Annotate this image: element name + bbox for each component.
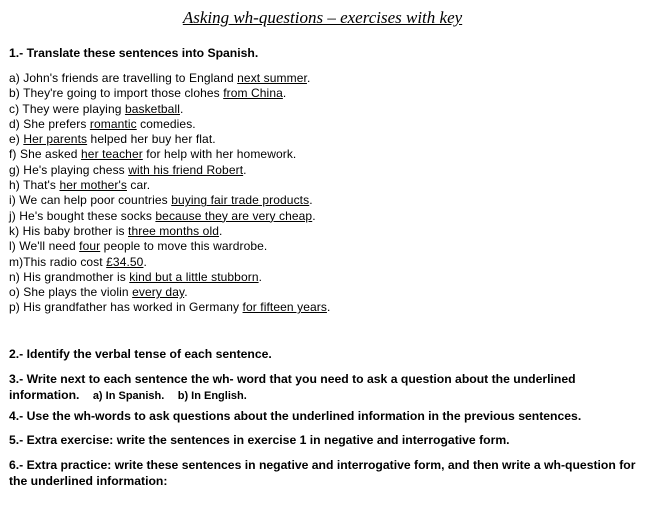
sentence-text: o) She plays the violin [9,285,133,300]
sentence-text: e) [9,132,24,147]
sentence-underlined-text: buying fair trade products [171,193,310,208]
sentence-text: n) His grandmother is [9,269,130,284]
sentence-text: . [309,193,313,208]
sentence-text: d) She prefers [9,116,90,131]
sentence-underlined-text: romantic [89,116,137,131]
sentence-text: . [243,162,247,177]
sentence-text: . [312,208,316,223]
sentence-text: l) We'll need [9,239,80,254]
sentence-underlined-text: kind but a little stubborn [129,269,259,284]
sentence-text: comedies. [136,116,196,131]
sentence-underlined-text: with his friend Robert [128,162,244,177]
page-title: Asking wh-questions – exercises with key [182,8,463,27]
sentence-text: c) They were playing [9,101,125,116]
sentence-underlined-text: her teacher [81,147,143,162]
exercise-5-heading: 5.- Extra exercise: write the sentences in exercise 1 in negative and interrogative form. [9,433,510,447]
exercise-6-heading: 6.- Extra practice: write these sentences in negative and interrogative form, and then write a wh-question for the underlined information: [9,458,636,488]
sentence-text: j) He's bought these socks [9,208,156,223]
sentence-text: . [143,254,147,269]
sentence-item [9,117,330,132]
sentence-underlined-text: four [79,239,101,254]
sentence-text: f) She asked [9,147,82,162]
sentence-text: . [179,101,184,116]
sentence-item [9,239,330,254]
sentence-item [9,71,330,86]
sentence-underlined-text: three months old [128,223,220,238]
sentence-list [9,71,330,316]
sentence-item [9,102,330,117]
exercise-3-text: 3.- Write next to each sentence the wh- word that you need to ask a question about the underlined information. [9,372,576,402]
sentence-text: g) He's playing chess [9,162,129,177]
sentence-item [9,86,330,101]
sentence-text: m)This radio cost [9,254,107,269]
sentence-text: . [326,300,331,315]
sentence-underlined-text: every day [132,285,185,300]
sentence-item [9,193,330,208]
sentence-underlined-text: Her parents [23,132,88,147]
sentence-text: car. [126,178,151,193]
sentence-item [9,300,330,315]
exercise-3-heading [9,371,637,404]
sentence-text: helped her buy her flat. [87,132,216,147]
sentence-underlined-text: £34.50 [106,254,144,269]
sentence-text: h) That's [9,178,60,193]
exercise-4-heading: 4.- Use the wh-words to ask questions about the underlined information in the previous sentences. [9,409,582,423]
sentence-item [9,209,330,224]
exercise-3-option-b: b) In English. [177,390,247,402]
sentence-text: p) His grandfather has worked in Germany [9,300,243,315]
sentence-underlined-text: basketball [124,101,180,116]
sentence-text: b) They're going to import those clohes [9,86,224,101]
sentence-item [9,163,330,178]
sentence-item [9,270,330,285]
sentence-item [9,285,330,300]
sentence-text: . [184,285,188,300]
sentence-text: k) His baby brother is [9,223,129,238]
exercise-3-option-a: a) In Spanish. [92,390,165,402]
sentence-underlined-text: next summer [237,71,307,85]
sentence-text: . [282,86,287,101]
sentence-text: for help with her homework. [142,147,297,162]
sentence-text: . [219,223,223,238]
sentence-text: . [306,71,311,85]
sentence-underlined-text: because they are very cheap [155,208,313,223]
sentence-item [9,178,330,193]
sentence-text: i) We can help poor countries [9,193,172,208]
sentence-text: people to move this wardrobe. [100,239,268,254]
exercise-2-heading: 2.- Identify the verbal tense of each sentence. [9,347,272,361]
sentence-underlined-text: from China [223,86,283,101]
sentence-text: a) John's friends are travelling to England [9,71,238,85]
sentence-item [9,132,330,147]
sentence-item [9,147,330,162]
sentence-underlined-text: her mother's [59,178,127,193]
sentence-item [9,255,330,270]
sentence-item [9,224,330,239]
sentence-underlined-text: for fifteen years [242,300,327,315]
sentence-text: . [258,269,263,284]
exercise-1-heading: 1.- Translate these sentences into Spanish. [9,46,259,60]
